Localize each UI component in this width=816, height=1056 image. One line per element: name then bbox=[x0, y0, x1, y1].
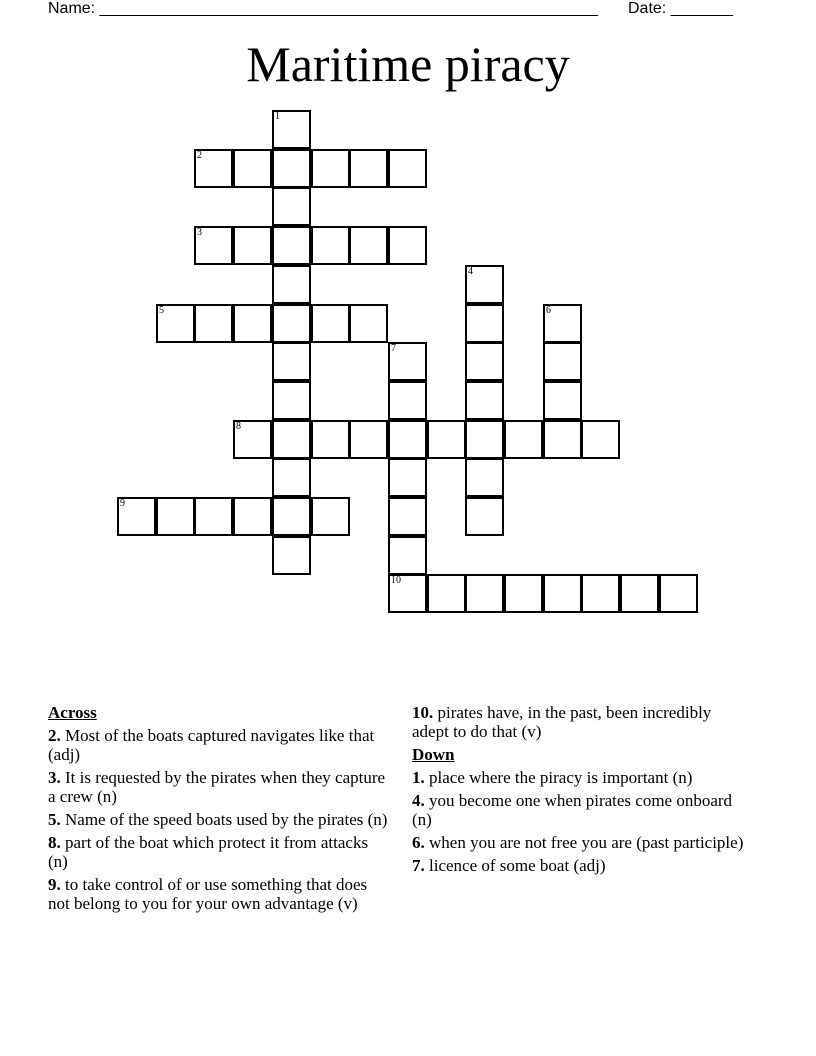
crossword-cell[interactable] bbox=[427, 420, 466, 459]
crossword-cell[interactable] bbox=[349, 226, 388, 265]
crossword-cell[interactable] bbox=[349, 149, 388, 188]
crossword-cell[interactable] bbox=[465, 265, 504, 304]
crossword-cell[interactable] bbox=[194, 149, 233, 188]
crossword-cell[interactable] bbox=[581, 574, 620, 613]
crossword-cell[interactable] bbox=[233, 420, 272, 459]
across-clue: 3. It is requested by the pirates when they capture a crew (n) bbox=[48, 768, 386, 806]
crossword-cell[interactable] bbox=[233, 149, 272, 188]
cell-number: 5 bbox=[159, 305, 164, 316]
crossword-cell[interactable] bbox=[233, 497, 272, 536]
crossword-cell[interactable] bbox=[465, 574, 504, 613]
crossword-cell[interactable] bbox=[272, 265, 311, 304]
crossword-cell[interactable] bbox=[349, 420, 388, 459]
crossword-cell[interactable] bbox=[194, 304, 233, 343]
crossword-cell[interactable] bbox=[272, 342, 311, 381]
crossword-cell[interactable] bbox=[504, 420, 543, 459]
crossword-cell[interactable] bbox=[388, 458, 427, 497]
down-clue: 7. licence of some boat (adj) bbox=[412, 856, 606, 875]
crossword-cell[interactable] bbox=[117, 497, 156, 536]
crossword-cell[interactable] bbox=[311, 149, 350, 188]
crossword-cell[interactable] bbox=[272, 458, 311, 497]
down-clue: 1. place where the piracy is important (n) bbox=[412, 768, 693, 787]
cell-number: 8 bbox=[236, 421, 241, 432]
cell-number: 10 bbox=[391, 575, 401, 586]
crossword-cell[interactable] bbox=[388, 497, 427, 536]
crossword-cell[interactable] bbox=[620, 574, 659, 613]
name-field-label: Name: ________________________________________________________ bbox=[48, 0, 598, 17]
crossword-cell[interactable] bbox=[388, 536, 427, 575]
crossword-cell[interactable] bbox=[272, 381, 311, 420]
crossword-cell[interactable] bbox=[272, 420, 311, 459]
cell-number: 4 bbox=[468, 266, 473, 277]
crossword-cell[interactable] bbox=[311, 497, 350, 536]
cell-number: 2 bbox=[197, 150, 202, 161]
crossword-cell[interactable] bbox=[233, 304, 272, 343]
across-clue: 5. Name of the speed boats used by the pirates (n) bbox=[48, 810, 388, 829]
crossword-cell[interactable] bbox=[581, 420, 620, 459]
crossword-cell[interactable] bbox=[465, 497, 504, 536]
crossword-cell[interactable] bbox=[427, 574, 466, 613]
down-clue: 6. when you are not free you are (past participle) bbox=[412, 833, 744, 852]
crossword-cell[interactable] bbox=[543, 574, 582, 613]
crossword-cell[interactable] bbox=[156, 497, 195, 536]
cell-number: 7 bbox=[391, 343, 396, 354]
crossword-cell[interactable] bbox=[272, 304, 311, 343]
crossword-cell[interactable] bbox=[465, 420, 504, 459]
crossword-cell[interactable] bbox=[233, 226, 272, 265]
crossword-cell[interactable] bbox=[388, 381, 427, 420]
crossword-cell[interactable] bbox=[272, 536, 311, 575]
cell-number: 9 bbox=[120, 498, 125, 509]
crossword-cell[interactable] bbox=[465, 304, 504, 343]
crossword-cell[interactable] bbox=[156, 304, 195, 343]
clues-left-column bbox=[48, 703, 388, 917]
across-clue: 8. part of the boat which protect it from attacks (n) bbox=[48, 833, 369, 871]
crossword-cell[interactable] bbox=[465, 381, 504, 420]
crossword-cell[interactable] bbox=[311, 420, 350, 459]
crossword-cell[interactable] bbox=[543, 420, 582, 459]
crossword-cell[interactable] bbox=[543, 304, 582, 343]
crossword-cell[interactable] bbox=[388, 149, 427, 188]
crossword-cell[interactable] bbox=[349, 304, 388, 343]
crossword-cell[interactable] bbox=[272, 497, 311, 536]
crossword-cell[interactable] bbox=[504, 574, 543, 613]
crossword-cell[interactable] bbox=[272, 149, 311, 188]
crossword-cell[interactable] bbox=[194, 497, 233, 536]
crossword-cell[interactable] bbox=[272, 110, 311, 149]
crossword-cell[interactable] bbox=[311, 226, 350, 265]
crossword-cell[interactable] bbox=[465, 458, 504, 497]
cell-number: 1 bbox=[275, 111, 280, 122]
crossword-cell[interactable] bbox=[194, 226, 233, 265]
crossword-cell[interactable] bbox=[543, 342, 582, 381]
cell-number: 3 bbox=[197, 227, 202, 238]
crossword-cell[interactable] bbox=[388, 574, 427, 613]
across-clue: 9. to take control of or use something that does not belong to you for your own advantage (v) bbox=[48, 875, 368, 913]
across-clue: 10. pirates have, in the past, been incredibly adept to do that (v) bbox=[412, 703, 712, 741]
crossword-cell[interactable] bbox=[543, 381, 582, 420]
puzzle-title: Maritime piracy bbox=[246, 36, 570, 92]
crossword-cell[interactable] bbox=[388, 420, 427, 459]
crossword-cell[interactable] bbox=[388, 342, 427, 381]
crossword-cell[interactable] bbox=[272, 187, 311, 226]
across-heading: Across bbox=[48, 703, 97, 722]
down-clue: 4. you become one when pirates come onboard (n) bbox=[412, 791, 733, 829]
crossword-cell[interactable] bbox=[311, 304, 350, 343]
date-field-label: Date: _______ bbox=[628, 0, 733, 17]
crossword-cell[interactable] bbox=[465, 342, 504, 381]
across-clue: 2. Most of the boats captured navigates like that (adj) bbox=[48, 726, 375, 764]
crossword-cell[interactable] bbox=[388, 226, 427, 265]
crossword-cell[interactable] bbox=[272, 226, 311, 265]
down-heading: Down bbox=[412, 745, 455, 764]
cell-number: 6 bbox=[546, 305, 551, 316]
clues-right-column bbox=[412, 703, 752, 879]
crossword-cell[interactable] bbox=[659, 574, 698, 613]
